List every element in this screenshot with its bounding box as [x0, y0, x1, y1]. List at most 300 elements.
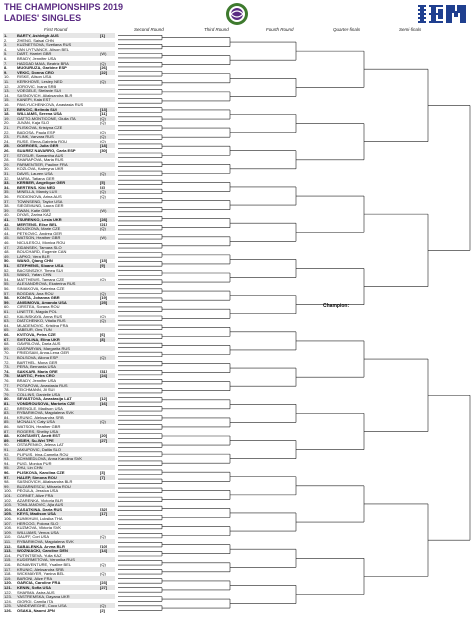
player-name: GAVRILOVA, Daria AUS	[17, 341, 61, 347]
player-seed: [25]	[100, 299, 108, 305]
player-number: 112.	[4, 543, 12, 549]
player-number: 93.	[4, 456, 10, 462]
player-number: 96.	[4, 470, 10, 475]
player-name: FLINK, Varvara RUS	[17, 134, 54, 140]
player-name: KONTAVEIT, Anett EST	[17, 433, 61, 439]
player-number: 78.	[4, 387, 10, 393]
player-seed: [17]	[100, 511, 108, 517]
player-number: 62.	[4, 313, 10, 319]
round-label-r2: Second Round	[134, 27, 164, 32]
player-name: BONAVENTURE, Ysaline BEL	[17, 562, 72, 567]
player-number: 1.	[4, 33, 8, 38]
player-number: 38.	[4, 203, 10, 209]
player-name: SWAN, Katie GBR	[17, 207, 50, 213]
player-seed: (W)	[100, 207, 107, 213]
player-name: BENCIC, Belinda SUI	[17, 106, 57, 112]
player-name: PLIPUIS, Irina-Camelia ROU	[17, 451, 69, 457]
player-number: 90.	[4, 442, 10, 448]
player-name: ZHU, Lin CHN	[17, 465, 43, 471]
player-seed: [28]	[100, 217, 108, 222]
player-number: 105.	[4, 511, 12, 517]
player-number: 84.	[4, 414, 10, 420]
player-number: 92.	[4, 451, 10, 457]
player-name: DIYAS, Zarina KAZ	[17, 212, 52, 218]
player-seed: (Q)	[100, 571, 106, 577]
player-seed: [1]	[100, 33, 105, 38]
player-name: KERBER, Angelique GER	[17, 180, 66, 186]
player-name: GIORGI, Camila ITA	[17, 598, 54, 604]
player-seed: [10]	[100, 543, 108, 549]
player-seed: (Q)	[100, 226, 106, 232]
player-seed: [6]	[100, 332, 105, 337]
player-number: 18.	[4, 111, 10, 117]
player-number: 9.	[4, 69, 8, 75]
player-seed: (Q)	[100, 60, 106, 66]
player-name: CIRSTEA, Sorana ROU	[17, 304, 60, 310]
player-number: 39.	[4, 207, 10, 213]
player-seed: (Q)	[100, 318, 106, 324]
player-number: 57.	[4, 290, 10, 296]
player-number: 32.	[4, 175, 10, 181]
player-name: WATSON, Heather GBR	[17, 235, 61, 241]
player-name: SAKKARI, Maria GRE	[17, 368, 58, 374]
player-name: TOWNSEND, Taylor USA	[17, 198, 63, 204]
player-name: KERKHOVE, Lesley NED	[17, 79, 63, 84]
player-name: KRUNIC, Aleksandra SRB	[17, 414, 64, 420]
player-number: 74.	[4, 368, 10, 374]
player-number: 3.	[4, 42, 8, 48]
player-seed: (Q)	[100, 562, 106, 567]
player-name: NICULESCU, Monica ROU	[17, 240, 66, 245]
player-name: SEVASTOVA, Anastasija LAT	[17, 396, 72, 402]
player-number: 59.	[4, 299, 10, 305]
player-number: 70.	[4, 350, 10, 356]
page-title: THE CHAMPIONSHIPS 2019	[4, 2, 124, 12]
player-name: PLISKOVA, Kristyna CZE	[17, 125, 63, 130]
player-number: 49.	[4, 253, 10, 259]
player-number: 110.	[4, 534, 12, 540]
player-name: WILLIAMS, Venus USA	[17, 529, 59, 535]
player-number: 12.	[4, 83, 10, 89]
player-number: 113.	[4, 548, 12, 554]
player-number: 50.	[4, 258, 10, 264]
player-number: 28.	[4, 157, 10, 163]
player-number: 116.	[4, 562, 12, 567]
player-name: PEGULA, Jessica USA	[17, 488, 59, 494]
player-seed: (Q)	[100, 79, 106, 84]
player-name: MCNALLY, Caty USA	[17, 419, 55, 425]
player-number: 67.	[4, 336, 10, 342]
player-name: VANDEWEGHE, Coco USA	[17, 603, 67, 609]
player-seed: (Q)	[100, 129, 106, 135]
player-number: 94.	[4, 460, 10, 466]
player-seed: [22]	[100, 69, 108, 75]
player-number: 40.	[4, 212, 10, 218]
player-name: KRUNIC, Aleksandra SRB	[17, 566, 64, 572]
player-seed: [11]	[100, 111, 107, 117]
round-label-sf: Semi-finals	[399, 27, 422, 32]
player-name: ZHENG, Saisai CHN	[17, 37, 54, 43]
player-name: MERTENS, Elise BEL	[17, 221, 58, 227]
player-name: PUTINTSEVA, Yulia KAZ	[17, 552, 62, 558]
player-name: RODIONOVA, Arina AUS	[17, 194, 62, 199]
player-name: BARTY, Ashleigh AUS	[17, 33, 59, 38]
player-number: 36.	[4, 194, 10, 199]
player-number: 42.	[4, 221, 10, 227]
player-seed: (Q)	[100, 276, 106, 282]
player-number: 53.	[4, 272, 10, 278]
player-number: 99.	[4, 483, 10, 489]
player-number: 43.	[4, 226, 10, 232]
player-number: 81.	[4, 401, 10, 406]
player-name: STOSUR, Samantha AUS	[17, 152, 64, 158]
player-number: 64.	[4, 322, 10, 328]
player-name: BOUZKOVA, Marie CZE	[17, 226, 61, 232]
player-name: KUZNETSOVA, Svetlana RUS	[17, 42, 72, 48]
player-name: TOMLJANOVIC, Ajla AUS	[17, 502, 64, 508]
player-number: 119.	[4, 575, 12, 581]
player-number: 85.	[4, 419, 10, 425]
player-number: 23.	[4, 134, 10, 140]
player-seed: [18]	[100, 143, 108, 149]
player-seed: [32]	[100, 506, 108, 512]
player-seed: (W)	[100, 235, 107, 241]
player-name: SUAREZ NAVARRO, Carla ESP	[17, 148, 76, 153]
player-name: DAVIS, Lauren USA	[17, 171, 53, 176]
player-name: SIEGEMUND, Laura GER	[17, 203, 64, 209]
player-name: GATTO-MONTICONE, Giulia ITA	[17, 115, 76, 121]
player-number: 45.	[4, 235, 10, 241]
player-seed: (Q)	[100, 134, 106, 140]
player-number: 60.	[4, 304, 10, 310]
player-name: BERTENS, Kiki NED	[17, 184, 56, 190]
player-seed: (Q)	[100, 171, 106, 176]
player-seed: (Q)	[100, 313, 106, 319]
player-seed: [27]	[100, 585, 108, 590]
player-name: RYBARIKOVA, Magdalena SVK	[17, 539, 74, 544]
player-number: 124.	[4, 598, 12, 604]
player-number: 61.	[4, 309, 10, 314]
player-seed: (Q)	[100, 189, 106, 195]
player-name: BARONI, Alize FRA	[17, 575, 53, 581]
player-name: MARIA, Tatjana GER	[17, 175, 55, 181]
player-name: SHARAPOVA, Maria RUS	[17, 157, 64, 163]
player-number: 71.	[4, 355, 10, 360]
player-number: 11.	[4, 79, 10, 84]
player-name: HADDAD MAIA, Beatriz BRA	[17, 60, 69, 66]
player-name: SINIAKOVA, Katerina CZE	[17, 286, 65, 291]
player-number: 31.	[4, 171, 10, 176]
player-seed: (Q)	[100, 138, 106, 144]
player-name: POTAPOVA, Anastasia RUS	[17, 382, 68, 388]
player-name: GAUFF, Cori USA	[17, 534, 50, 540]
player-name: KUMKHUM, Luksika THA	[17, 516, 63, 521]
player-number: 79.	[4, 391, 10, 397]
player-seed: [5]	[100, 180, 105, 186]
player-name: BOLSOVA, Aliona ESP	[17, 355, 59, 360]
player-name: ROGERS, Shelby USA	[17, 428, 59, 434]
player-seed: (Q)	[100, 419, 106, 425]
player-number: 44.	[4, 230, 10, 236]
player-number: 75.	[4, 373, 10, 379]
player-number: 5.	[4, 51, 8, 57]
player-seed: [24]	[100, 373, 108, 379]
player-number: 51.	[4, 263, 10, 268]
player-name: SASNOVICH, Aliaksandra BLR	[17, 92, 73, 98]
player-number: 88.	[4, 433, 10, 439]
player-name: JABEUR, Ons TUN	[17, 327, 52, 333]
player-seed: (Q)	[100, 115, 106, 121]
player-number: 26.	[4, 148, 10, 153]
player-seed: [19]	[100, 295, 108, 301]
player-name: LAPKO, Vera BLR	[17, 253, 50, 259]
player-name: BRENGLE, Madison USA	[17, 405, 63, 411]
player-name: WOZNIACKI, Caroline DEN	[17, 548, 68, 554]
player-name: WATSON, Heather GBR	[17, 424, 61, 429]
player-name: PLISKOVA, Karolina CZE	[17, 470, 65, 475]
player-number: 65.	[4, 327, 10, 333]
player-number: 126.	[4, 608, 12, 613]
player-number: 87.	[4, 428, 10, 434]
player-number: 41.	[4, 217, 10, 222]
player-name: WICKMAYER, Yanina BEL	[17, 571, 65, 577]
player-name: PARMENTIER, Pauline FRA	[17, 161, 68, 167]
player-name: KALINSKAYA, Anna RUS	[17, 313, 63, 319]
player-number: 34.	[4, 184, 10, 190]
player-number: 35.	[4, 189, 10, 195]
player-name: WANG, Yafan CHN	[17, 272, 52, 278]
player-seed: (Q)	[100, 355, 106, 360]
player-name: MLADENOVIC, Kristina FRA	[17, 322, 69, 328]
player-seed: [31]	[100, 368, 108, 374]
player-seed: [4]	[100, 184, 105, 190]
page-subtitle: LADIES' SINGLES	[4, 13, 82, 23]
player-number: 77.	[4, 382, 10, 388]
player-number: 83.	[4, 410, 10, 416]
player-number: 101.	[4, 493, 12, 498]
player-number: 82.	[4, 405, 10, 411]
player-name: SVITOLINA, Elina UKR	[17, 336, 60, 342]
player-number: 117.	[4, 566, 12, 572]
player-seed: [3]	[100, 470, 105, 475]
player-number: 17.	[4, 106, 10, 112]
player-name: PETKOVIC, Andrea GER	[17, 230, 62, 236]
player-name: HERCOG, Polona SLO	[17, 520, 59, 526]
player-seed: (Q)	[100, 290, 106, 296]
player-number: 55.	[4, 281, 10, 287]
player-seed: [26]	[100, 65, 108, 71]
player-number: 123.	[4, 594, 12, 600]
player-name: SHARMA, Astra AUS	[17, 589, 55, 595]
player-name: SABALENKA, Aryna BLR	[17, 543, 65, 549]
player-number: 114.	[4, 552, 12, 558]
player-name: BRADY, Jennifer USA	[17, 378, 57, 383]
player-name: GASPARYAN, Margarita RUS	[17, 345, 70, 351]
player-name: KEYS, Madison USA	[17, 511, 56, 517]
player-name: BACSINSZKY, Timea SUI	[17, 267, 63, 273]
player-name: WILLIAMS, Serena USA	[17, 111, 62, 117]
player-number: 108.	[4, 525, 12, 531]
player-name: ALEXANDROVA, Ekaterina RUS	[17, 281, 76, 287]
player-name: YASTREMSKA, Dayana UKR	[17, 594, 70, 600]
player-number: 100.	[4, 488, 12, 494]
player-name: BOGDAN, Ana ROU	[17, 290, 54, 296]
player-name: FRIEDSAM, Anna-Lena GER	[17, 350, 70, 356]
player-name: ZIDANSEK, Tamara SLO	[17, 244, 62, 250]
player-number: 118.	[4, 571, 12, 577]
player-number: 56.	[4, 286, 10, 291]
player-name: DIATCHENKO, Vitalia RUS	[17, 318, 66, 324]
player-number: 72.	[4, 359, 10, 365]
player-name: KUZMOVA, Viktoria SVK	[17, 525, 62, 531]
player-number: 15.	[4, 97, 10, 103]
player-seed: [15]	[100, 258, 108, 264]
player-number: 10.	[4, 74, 10, 80]
player-number: 33.	[4, 180, 10, 186]
player-seed: [12]	[100, 396, 108, 402]
player-number: 6.	[4, 56, 8, 61]
player-seed: [21]	[100, 221, 108, 227]
player-number: 13.	[4, 88, 10, 94]
player-number: 95.	[4, 465, 10, 471]
player-name: PAVLYUCHENKOVA, Anastasia RUS	[17, 102, 84, 107]
player-name: OSTAPENKO, Jelena LAT	[17, 442, 64, 448]
player-name: KUDERMETOVA, Veronika RUS	[17, 557, 75, 563]
player-name: GOERGES, Julia GER	[17, 143, 59, 149]
player-number: 4.	[4, 46, 8, 52]
player-name: RUSE, Elena-Gabriela ROU	[17, 138, 68, 144]
player-name: BRADY, Jennifer USA	[17, 56, 57, 61]
player-name: MARTIC, Petra CRO	[17, 373, 55, 379]
player-seed: [2]	[100, 608, 105, 613]
player-number: 103.	[4, 502, 12, 508]
player-name: KVITOVA, Petra CZE	[17, 332, 56, 337]
player-number: 58.	[4, 295, 10, 301]
player-seed: [30]	[100, 148, 108, 153]
player-name: KONTA, Johanna GBR	[17, 295, 60, 301]
player-name: GARCIA, Caroline FRA	[17, 580, 61, 586]
player-number: 76.	[4, 378, 10, 383]
player-name: KOZLOVA, Kateryna UKR	[17, 166, 64, 172]
player-seed: [8]	[100, 336, 105, 342]
player-seed: [20]	[100, 433, 108, 439]
player-name: BADOSA, Paula ESP	[17, 129, 56, 135]
player-number: 73.	[4, 364, 10, 370]
player-number: 19.	[4, 115, 10, 121]
player-number: 107.	[4, 520, 12, 526]
player-number: 48.	[4, 249, 10, 255]
player-name: BARTHEL, Mona GER	[17, 359, 58, 365]
player-number: 102.	[4, 497, 12, 503]
player-number: 7.	[4, 60, 8, 66]
player-name: CORNET, Alize FRA	[17, 493, 54, 498]
player-name: PUIG, Monica PUR	[17, 460, 52, 466]
player-name: HSIEH, Su-Wei TPE	[17, 437, 54, 443]
player-number: 89.	[4, 437, 10, 443]
player-number: 46.	[4, 240, 10, 245]
player-number: 86.	[4, 424, 10, 429]
player-name: JUVAN, Kaja SLO	[17, 120, 50, 126]
player-number: 8.	[4, 65, 8, 71]
player-seed: [7]	[100, 474, 105, 480]
player-number: 14.	[4, 92, 10, 98]
player-number: 20.	[4, 120, 10, 126]
player-name: BUZARNESCU, Mihaela ROU	[17, 483, 71, 489]
player-number: 63.	[4, 318, 10, 324]
player-number: 121.	[4, 585, 12, 590]
player-name: VEKIC, Donna CRO	[17, 69, 54, 75]
player-seed: [9]	[100, 263, 105, 268]
player-seed: [23]	[100, 580, 108, 586]
player-name: BOUCHARD, Eugenie CAN	[17, 249, 67, 255]
round-label-r3: Third Round	[204, 27, 229, 32]
player-number: 120.	[4, 580, 12, 586]
player-name: VONDROUSOVA, Marketa CZE	[17, 401, 75, 406]
player-number: 68.	[4, 341, 10, 347]
player-name: JAKUPOVIC, Dalila SLO	[17, 447, 62, 452]
player-name: MUGURUZA, Garbine ESP	[17, 65, 67, 71]
player-number: 16.	[4, 102, 10, 107]
player-name: KENIN, Sofia USA	[17, 585, 52, 590]
player-number: 109.	[4, 529, 12, 535]
player-name: OSAKA, Naomi JPN	[17, 608, 55, 613]
player-seed: (W)	[100, 51, 107, 57]
player-number: 25.	[4, 143, 10, 149]
player-number: 54.	[4, 276, 10, 282]
player-name: KANEPI, Kaia EST	[17, 97, 51, 103]
player-number: 106.	[4, 516, 12, 521]
player-seed: [13]	[100, 106, 108, 112]
player-name: COLLINS, Danielle USA	[17, 391, 61, 397]
player-number: 91.	[4, 447, 10, 452]
player-name: HALEP, Simona ROU	[17, 474, 57, 480]
player-name: VOEGELE, Stefanie SUI	[17, 88, 61, 94]
player-name: SASNOVICH, Aliaksandra BLR	[17, 479, 73, 485]
player-number: 30.	[4, 166, 10, 172]
player-number: 37.	[4, 198, 10, 204]
player-number: 97.	[4, 474, 10, 480]
player-name: LINETTE, Magda POL	[17, 309, 58, 314]
player-name: JOROVIC, Ivana SRB	[17, 83, 57, 89]
player-number: 115.	[4, 557, 12, 563]
player-number: 122.	[4, 589, 12, 595]
player-number: 29.	[4, 161, 10, 167]
player-name: AZARENKA, Victoria BLR	[17, 497, 63, 503]
player-number: 98.	[4, 479, 10, 485]
player-number: 47.	[4, 244, 10, 250]
player-number: 111.	[4, 539, 12, 544]
player-name: PERA, Bernarda USA	[17, 364, 56, 370]
round-label-qf: Quarter-finals	[333, 27, 361, 32]
player-number: 80.	[4, 396, 10, 402]
player-name: RYBARIKOVA, Magdalena SVK	[17, 410, 74, 416]
round-label-r4: Fourth Round	[266, 27, 294, 32]
player-name: KASATKINA, Daria RUS	[17, 506, 63, 512]
player-number: 27.	[4, 152, 10, 158]
player-name: STEPHENS, Sloane USA	[17, 263, 64, 268]
player-number: 22.	[4, 129, 10, 135]
player-number: 66.	[4, 332, 10, 337]
player-name: TSURENKO, Lesia UKR	[17, 217, 62, 222]
player-number: 52.	[4, 267, 10, 273]
player-name: RISKE, Alison USA	[17, 74, 52, 80]
player-seed: [14]	[100, 548, 108, 554]
player-name: VAN UYTVANCK, Alison BEL	[17, 46, 70, 52]
player-seed: [16]	[100, 401, 108, 406]
player-name: MINELLA, Mandy LUX	[17, 189, 58, 195]
player-name: DART, Harriet GBR	[17, 51, 52, 57]
player-seed: (Q)	[100, 120, 106, 126]
